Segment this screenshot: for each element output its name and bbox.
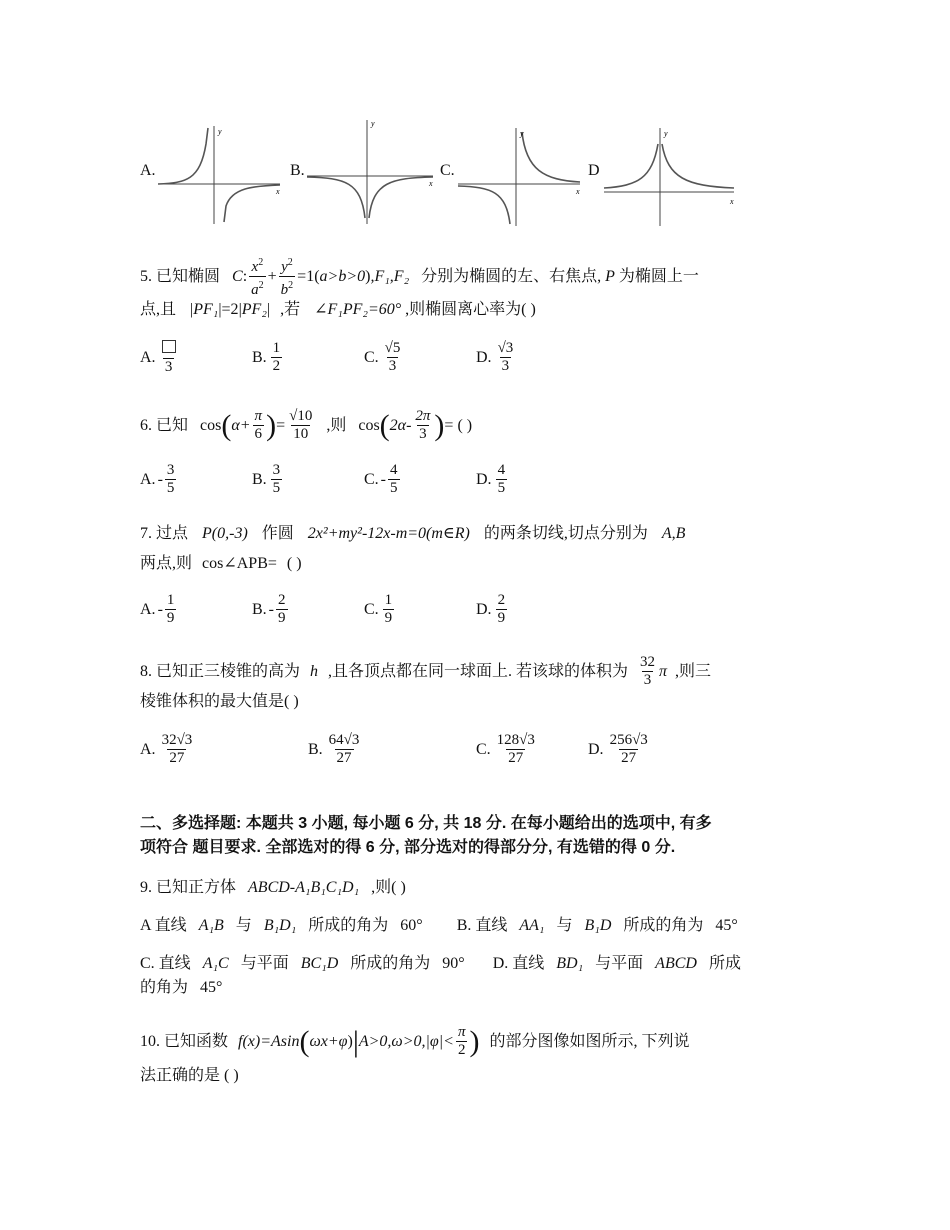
- q6-option-b[interactable]: [252, 462, 284, 497]
- section2-heading-line1: 二、多选择题: 本题共 3 小题, 每小题 6 分, 共 18 分. 在每小题给出的选项中, 有多: [140, 815, 712, 832]
- q5-a-exp: 2: [258, 280, 264, 291]
- q10-inner: ωx+φ: [309, 1032, 348, 1050]
- q8-option-d-label: D.: [588, 740, 604, 758]
- q9-d-text1: D. 直线: [492, 955, 545, 972]
- q7-option-a[interactable]: [140, 592, 178, 627]
- q5-eq1: =1: [297, 267, 315, 285]
- q6-option-a[interactable]: [140, 462, 178, 497]
- q5-x2-over-a2: [249, 254, 266, 299]
- q9-option-b[interactable]: [457, 917, 738, 934]
- q5-P: P: [605, 267, 615, 285]
- q7-option-c[interactable]: [364, 592, 396, 627]
- q6-stem-start: 6. 已知: [140, 416, 189, 434]
- q7-option-d-den: 9: [497, 610, 506, 626]
- q6-three: 3: [419, 426, 427, 442]
- q10-line1: 10. 已知函数 f(x)=Asin ( ωx+φ ) | A>0,ω>0,|φ|< $\frac{\pi}{2}$ ) 的部分图像如图所示, 下列说: [140, 1024, 690, 1058]
- q5-b: b: [280, 282, 289, 298]
- q5-eq2: =2: [221, 301, 239, 318]
- q10-line2: [140, 1064, 239, 1088]
- q5-line2: 点,且 |PF₁|=2|PF₂| ,若 ∠F₁PF₂=60° ,则椭圆离心率为( ): [140, 301, 536, 318]
- q5-option-b-den: 2: [272, 358, 281, 374]
- q5-cond: a>b>0: [319, 267, 366, 285]
- q7-line1: [140, 522, 685, 546]
- q7-option-a-sign: -: [157, 600, 163, 618]
- q8-option-d[interactable]: [588, 732, 652, 767]
- q5-x-exp: 2: [258, 257, 264, 268]
- q6-two-pi: 2π: [415, 408, 431, 424]
- q5-stem-end: 为椭圆上一: [618, 267, 699, 285]
- q8-stem-end: ,则三: [675, 662, 712, 680]
- q10-pi: π: [457, 1024, 466, 1040]
- q6-option-a-label: A.: [140, 470, 156, 488]
- q5-angle: ∠F₁PF₂=60°: [314, 301, 402, 318]
- q8-pi: π: [659, 662, 668, 680]
- graph-options-row: [140, 118, 740, 228]
- q8-option-c-num: 128√3: [496, 732, 535, 748]
- q9-option-a[interactable]: [140, 917, 427, 934]
- graph-d-label: D: [588, 162, 600, 179]
- graph-b-y-axis-label: y: [371, 119, 375, 128]
- q8-option-a-num: 32√3: [161, 732, 193, 748]
- q9-options-cd: [140, 952, 741, 976]
- q10-stem-end: 的部分图像如图所示, 下列说: [489, 1032, 690, 1050]
- q7-option-a-den: 9: [166, 610, 175, 626]
- q5-option-d-num: √3: [497, 340, 514, 356]
- q9-a-text3: 所成的角为: [308, 917, 389, 934]
- q7-paren: ( ): [286, 555, 302, 572]
- q5-y2-over-b2: [279, 254, 296, 299]
- q9-c-angle: 90°: [442, 955, 465, 972]
- q6-sqrt10: √10: [289, 408, 313, 424]
- q10-line2-text: 法正确的是 ( ): [140, 1067, 239, 1084]
- q8-vol-den: 3: [643, 672, 652, 688]
- q9-option-d-cont: [140, 976, 222, 1000]
- graph-c-label: C.: [440, 162, 455, 179]
- q5-option-c-label: C.: [364, 348, 379, 366]
- graph-c-x-axis-label: x: [576, 187, 580, 196]
- q6-option-c-num: 4: [390, 462, 398, 478]
- q6-option-c-den: 5: [390, 480, 398, 496]
- q7-point: P(0,-3): [202, 525, 248, 542]
- q7-stem-start: 7. 过点: [140, 525, 189, 542]
- q5-y-exp: 2: [287, 257, 293, 268]
- q6-cos-2: cos: [358, 416, 380, 434]
- q9-option-d[interactable]: [493, 955, 741, 972]
- q9-c-plane: BC₁D: [300, 955, 339, 972]
- q5-stem-mid: 分别为椭圆的左、右焦点,: [421, 267, 602, 285]
- q8-option-a-label: A.: [140, 740, 156, 758]
- q5-y: y: [281, 259, 288, 275]
- graph-d-x-axis-label: x: [730, 197, 734, 206]
- q9-c-text3: 所成的角为: [350, 955, 431, 972]
- q6-stem-then: ,则: [326, 416, 347, 434]
- q5-option-c-den: 3: [388, 358, 397, 374]
- q5-line2-start: 点,且: [140, 301, 177, 318]
- q8-line2-text: 棱锥体积的最大值是( ): [140, 693, 299, 710]
- q5-option-b[interactable]: [252, 340, 284, 375]
- q9-d-line: BD₁: [556, 955, 584, 972]
- q10-cond: A>0,ω>0,|φ|<: [358, 1032, 454, 1050]
- q9-stem-start: 9. 已知正方体: [140, 879, 237, 896]
- section2-heading-line2: 项符合 题目要求. 全部选对的得 6 分, 部分选对的得部分分, 有选错的得 0 分.: [140, 839, 676, 856]
- graph-a-x-axis-label: x: [276, 187, 280, 196]
- q7-line2-start: 两点,则: [140, 555, 193, 572]
- q9-c-text1: C. 直线: [140, 955, 191, 972]
- q10-stem-start: 10. 已知函数: [140, 1032, 229, 1050]
- q7-option-c-num: 1: [384, 592, 393, 608]
- q5-abs1: PF₁: [193, 301, 219, 318]
- q7-option-c-den: 9: [384, 610, 393, 626]
- graph-b: [305, 118, 437, 226]
- graph-a: [156, 124, 284, 228]
- q10-two: 2: [457, 1042, 466, 1058]
- q6-option-c-label: C.: [364, 470, 379, 488]
- q9-cube: ABCD-A₁B₁C₁D₁: [248, 879, 360, 896]
- q5-option-a[interactable]: [140, 340, 180, 376]
- q7-line2: [140, 552, 302, 576]
- q9-a-line1: A₁B: [198, 917, 224, 934]
- q9-b-text3: 所成的角为: [623, 917, 704, 934]
- q6-eq: =: [276, 416, 286, 434]
- q6-tail: = ( ): [444, 416, 473, 434]
- q7-option-d[interactable]: [476, 592, 509, 627]
- q8-stem-start: 8. 已知正三棱锥的高为: [140, 662, 301, 680]
- q6-option-d-den: 5: [497, 480, 506, 496]
- graph-c-y-axis-label: y: [520, 129, 524, 138]
- q5-b-exp: 2: [288, 280, 294, 291]
- q7-option-a-label: A.: [140, 600, 156, 618]
- q6-option-a-num: 3: [166, 462, 175, 478]
- q5-option-c[interactable]: [364, 340, 404, 375]
- q5-line1: 5. 已知椭圆 C : $\frac{x^2}{a^2}$ + $\frac{y^2}{b^2}$ =1 ( a>b>0 ) ,F₁,F₂ 分别为椭圆的左、右焦点, P 为椭圆上一: [140, 254, 699, 299]
- q8-line1: [140, 654, 711, 689]
- q9-b-text1: B. 直线: [456, 917, 508, 934]
- q9-a-angle: 60°: [400, 917, 423, 934]
- q6-ten: 10: [293, 426, 309, 442]
- q9-a-text1: A 直线: [140, 917, 187, 934]
- graph-d: [602, 126, 738, 230]
- q5-option-b-num: 1: [272, 340, 281, 356]
- q9-d-text2: 与平面: [595, 955, 644, 972]
- q7-option-b-sign: -: [268, 600, 274, 618]
- q8-option-a[interactable]: [140, 732, 196, 767]
- q8-option-d-den: 27: [621, 750, 637, 766]
- q9-b-line2: B₁D: [584, 917, 612, 934]
- q7-circle-eq: 2x²+my²-12x-m=0(m∈R): [307, 525, 470, 542]
- q5-option-d-den: 3: [501, 358, 510, 374]
- q9-stem: [140, 876, 406, 900]
- q6-stem: 6. 已知 cos ( α+ $\frac{\pi}{6}$ ) = $\frac{√10}{10}$ ,则 cos ( 2α- $\frac{2\pi}{3}$ ) = ( ): [140, 408, 473, 442]
- q5-option-b-label: B.: [252, 348, 267, 366]
- q5-stem-start: 5. 已知椭圆: [140, 267, 221, 285]
- q6-option-d-label: D.: [476, 470, 492, 488]
- q9-d-text4: 的角为: [140, 979, 189, 996]
- q8-option-b[interactable]: [308, 732, 363, 767]
- q6-option-b-label: B.: [252, 470, 267, 488]
- q7-stem-mid: 的两条切线,切点分别为: [483, 525, 648, 542]
- q7-AB: A,B: [661, 525, 686, 542]
- q9-b-line1: AA₁: [519, 917, 545, 934]
- q8-vol-num: 32: [640, 654, 656, 670]
- q6-option-b-num: 3: [272, 462, 281, 478]
- q8-option-c-den: 27: [508, 750, 524, 766]
- q7-option-b[interactable]: [252, 592, 290, 627]
- q7-option-c-label: C.: [364, 600, 379, 618]
- q6-pi: π: [254, 408, 263, 424]
- q6-option-c-sign: -: [380, 470, 386, 488]
- q8-option-b-num: 64√3: [328, 732, 360, 748]
- q5-option-c-num: √5: [384, 340, 401, 356]
- q9-c-text2: 与平面: [240, 955, 289, 972]
- q5-option-a-den: 3: [164, 359, 173, 375]
- q6-option-b-den: 5: [272, 480, 281, 496]
- q6-option-d[interactable]: [476, 462, 509, 497]
- q6-option-d-num: 4: [497, 462, 506, 478]
- q5-a: a: [251, 282, 259, 298]
- q5-foci: ,F₁,F₂: [370, 267, 410, 285]
- q8-stem-mid: ,且各顶点都在同一球面上. 若该球的体积为: [328, 662, 629, 680]
- q9-d-text3: 所成: [708, 955, 741, 972]
- q9-stem-end: ,则( ): [371, 879, 406, 896]
- q8-line2: [140, 690, 299, 714]
- graph-a-label: A.: [140, 162, 156, 179]
- q7-option-a-num: 1: [166, 592, 175, 608]
- q9-c-line: A₁C: [202, 955, 229, 972]
- graph-b-x-axis-label: x: [429, 179, 433, 188]
- q6-cos-1: cos: [200, 416, 222, 434]
- q8-option-b-label: B.: [308, 740, 323, 758]
- q7-stem-zuo: 作圆: [261, 525, 294, 542]
- q5-C: C: [232, 267, 243, 285]
- q7-option-b-label: B.: [252, 600, 267, 618]
- q9-d-plane: ABCD: [655, 955, 697, 972]
- q9-b-angle: 45°: [715, 917, 738, 934]
- q5-option-a-label: A.: [140, 349, 156, 366]
- q8-option-b-den: 27: [336, 750, 352, 766]
- missing-glyph-icon: [162, 340, 176, 353]
- q6-option-a-sign: -: [157, 470, 163, 488]
- q9-options-ab: [140, 914, 738, 938]
- q9-d-angle: 45°: [200, 979, 223, 996]
- q7-cos-apb: cos∠APB=: [202, 555, 277, 572]
- q5-option-d-label: D.: [476, 348, 492, 366]
- q9-option-c[interactable]: [140, 955, 469, 972]
- q7-option-b-den: 9: [278, 610, 286, 626]
- q6-option-a-den: 5: [166, 480, 175, 496]
- q6-alpha-plus: α+: [231, 416, 251, 434]
- q6-six: 6: [254, 426, 263, 442]
- q9-a-line2: B₁D₁: [263, 917, 297, 934]
- q8-option-d-num: 256√3: [609, 732, 648, 748]
- q7-option-d-label: D.: [476, 600, 492, 618]
- graph-b-label: B.: [290, 162, 305, 179]
- q9-b-text2: 与: [556, 917, 573, 934]
- q5-line2-end: ,则椭圆离心率为( ): [405, 301, 536, 318]
- q10-func: f(x)=Asin: [238, 1032, 300, 1050]
- q8-option-c-label: C.: [476, 740, 491, 758]
- q5-line2-ruo: ,若: [280, 301, 301, 318]
- graph-a-y-axis-label: y: [218, 127, 222, 136]
- q7-option-b-num: 2: [278, 592, 286, 608]
- q5-abs2: PF₂: [241, 301, 267, 318]
- q8-h: h: [310, 662, 319, 680]
- q6-option-c[interactable]: [364, 462, 402, 497]
- q8-option-c[interactable]: [476, 732, 539, 767]
- q7-option-d-num: 2: [497, 592, 506, 608]
- graph-c: [456, 126, 584, 230]
- q9-a-text2: 与: [235, 917, 252, 934]
- q5-x: x: [251, 259, 259, 275]
- q6-two-alpha: 2α-: [389, 416, 412, 434]
- q8-option-a-den: 27: [169, 750, 185, 766]
- q5-option-d[interactable]: [476, 340, 517, 375]
- graph-d-y-axis-label: y: [664, 129, 668, 138]
